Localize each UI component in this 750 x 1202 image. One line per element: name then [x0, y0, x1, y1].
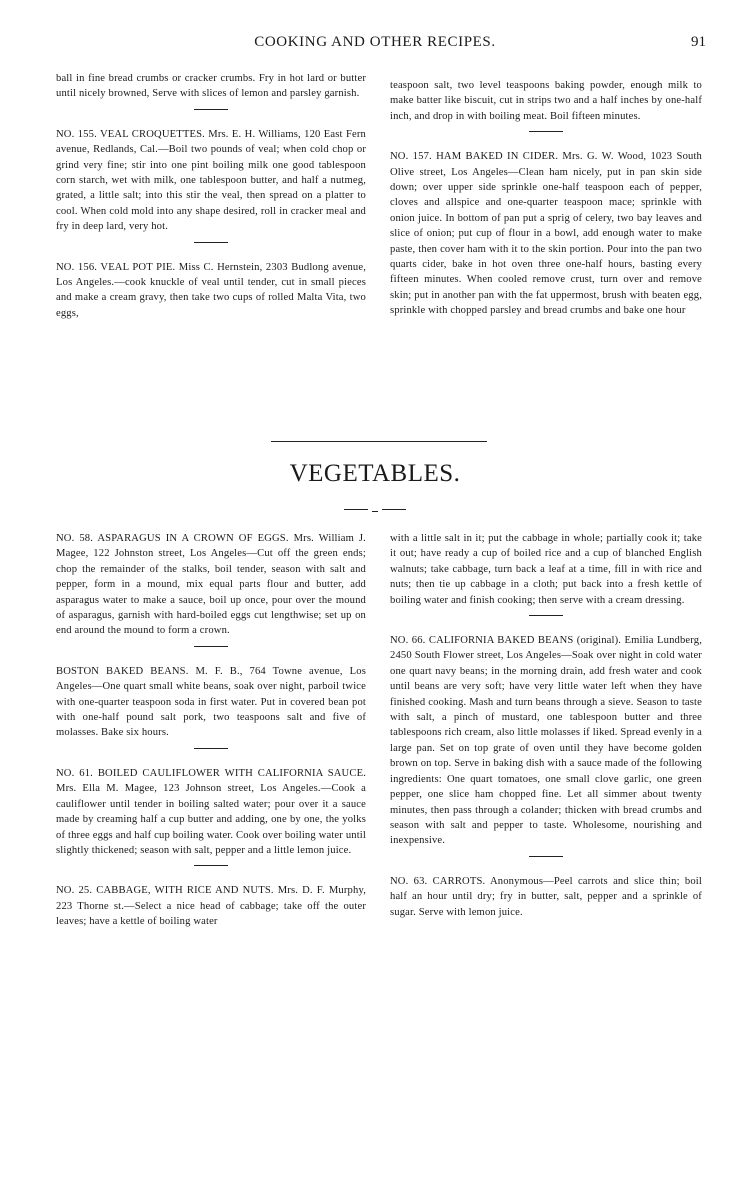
divider — [194, 242, 228, 243]
ornament-divider — [344, 506, 406, 512]
recipe-boston-baked-beans: BOSTON BAKED BEANS. M. F. B., 764 Towne avenue, Los Angeles—One quart small white beans, soak over night, parboil twice with one-quarter teaspoon soda in first water. Put in covered bean pot with one-half pound salt pork, two teaspoons salt and five of molasses. Bake six hours. — [56, 665, 366, 739]
divider — [194, 865, 228, 866]
recipe-25-cabbage: NO. 25. CABBAGE, WITH RICE AND NUTS. Mrs. D. F. Murphy, 223 Thorne st.—Select a nice head of cabbage; take off the outer leaves; have a kettle of boiling water — [56, 885, 366, 928]
recipe-66-california-baked-beans: NO. 66. CALIFORNIA BAKED BEANS (original). Emilia Lundberg, 2450 South Flower street, Los Angeles—Soak over night in cold water one quart navy beans; in the morning drain, add fresh water and cook until beans are very soft; have very little water left when they have finished cooking. Mash and turn beans through a sieve. Season to taste with salt, a pinch of mustard, one tablespoon butter and three tablespoons rich cream, also little molasses if liked. Spread evenly in a large pan. Set on top grate of oven until they have become golden brown on top. Serve in baking dish with a sauce made of the following ingredients: One quart tomatoes, one small clove garlic, one green pepper, one slice ham chopped fine. Let all simmer about twenty minutes, then pass through a colander; thicken with bread crumbs and season with salt and pepper to taste. Wholesome, nourishing and inexpensive. — [390, 635, 702, 847]
recipe-63-carrots: NO. 63. CARROTS. Anonymous—Peel carrots and slice thin; boil half an hour until dry; fry in butter, salt, pepper and a sprinkle of sugar. Serve with lemon juice. — [390, 875, 702, 918]
page-number: 91 — [691, 34, 706, 50]
divider — [529, 615, 563, 616]
recipe-continuation: ball in fine bread crumbs or cracker crumbs. Fry in hot lard or butter until nicely browned, Serve with slices of lemon and parsley garnish. — [56, 73, 366, 100]
recipe-156-veal-pot-pie: NO. 156. VEAL POT PIE. Miss C. Hernstein, 2303 Budlong avenue, Los Angeles.—cook knuckle of veal until tender, cut in small pieces and make a cream gravy, then take two cups of rolled Malta Vita, two eggs, — [56, 261, 366, 319]
section-title: VEGETABLES. — [289, 460, 461, 487]
divider — [194, 109, 228, 110]
recipe-continuation: with a little salt in it; put the cabbage in whole; partially cook it; take it out; have ready a cup of boiled rice and a cup of blanched English walnuts; take cabbage, turn back a leaf at a time, fill in with rice and nuts; then tie up cabbage in a cloth; put back into a fresh kettle of boiling water and finish cooking; then serve with a cream dressing. — [390, 533, 702, 606]
recipe-155-veal-croquettes: NO. 155. VEAL CROQUETTES. Mrs. E. H. Williams, 120 East Fern avenue, Redlands, Cal.—Boil two pounds of veal; when cold chop or grind very fine; stir into one pint boiling milk one good tablespoon corn starch, wet with milk, one tablespoon butter, and half a nutmeg, grated, a little salt; into this stir the veal, then spread on a platter to cool. When cold mold into any shape desired, roll in cracker meal and fry in deep lard, very hot. — [56, 128, 366, 233]
page-header — [0, 34, 750, 56]
running-head: COOKING AND OTHER RECIPES. — [254, 34, 496, 50]
recipe-58-asparagus: NO. 58. ASPARAGUS IN A CROWN OF EGGS. Mrs. William J. Magee, 122 Johnston street, Los Angeles—Cut off the green ends; chop the remainder of the stalks, boil tender, season with salt and pepper, form in a mound, mix equal parts flour and butter, add asparagus water to make a sauce, boil up once, pour over the mound of asparagus, garnish with hard-boiled eggs cut lengthwise; set up on end around the mound to form a crown. — [56, 533, 366, 637]
recipe-157-ham-baked-in-cider: NO. 157. HAM BAKED IN CIDER. Mrs. G. W. Wood, 1023 South Olive street, Los Angeles—Clean ham nicely, put in pan skin side down; over upper side sprinkle one-half teaspoon each of pepper, cloves and allspice and one-quarter teaspoon mace; sprinkle with onion juice. In bottom of pan put a sprig of celery, two bay leaves and slice of onion; put cup of flour in a bowl, add enough water to make paste, then cover ham with it to the skin portion. Pour into the pan two quarts cider, bake in hot oven three one-half hours, basting every fifteen minutes. When cooled remove crust, turn over and remove skin; put in another pan with the fat uppermost, brush with beaten egg, sprinkle with chopped parsley and bread crumbs and bake one hour — [390, 151, 702, 317]
column-bottom-right — [390, 531, 702, 920]
divider — [529, 856, 563, 857]
recipe-61-boiled-cauliflower: NO. 61. BOILED CAULIFLOWER WITH CALIFORNIA SAUCE. Mrs. Ella M. Magee, 123 Johnson street, Los Angeles.—Cook a cauliflower until tender in boiling salted water; pour over it a sauce made by creaming half a cup butter and adding, one by one, the yolks of three eggs and half cup boiling water. Cook over boiling water until slightly thickened; season with salt, pepper and a little lemon juice. — [56, 767, 366, 856]
recipe-continuation: teaspoon salt, two level teaspoons baking powder, enough milk to make batter like biscuit, cut in strips two and a half inches by one-half inch, and drop in with boiling meat. Boil fifteen minutes. — [390, 80, 702, 122]
column-top-left — [56, 71, 366, 321]
column-bottom-left — [56, 531, 366, 930]
section-rule — [271, 441, 487, 442]
divider — [194, 748, 228, 749]
column-top-right — [390, 78, 702, 319]
divider — [529, 131, 563, 132]
divider — [194, 646, 228, 647]
